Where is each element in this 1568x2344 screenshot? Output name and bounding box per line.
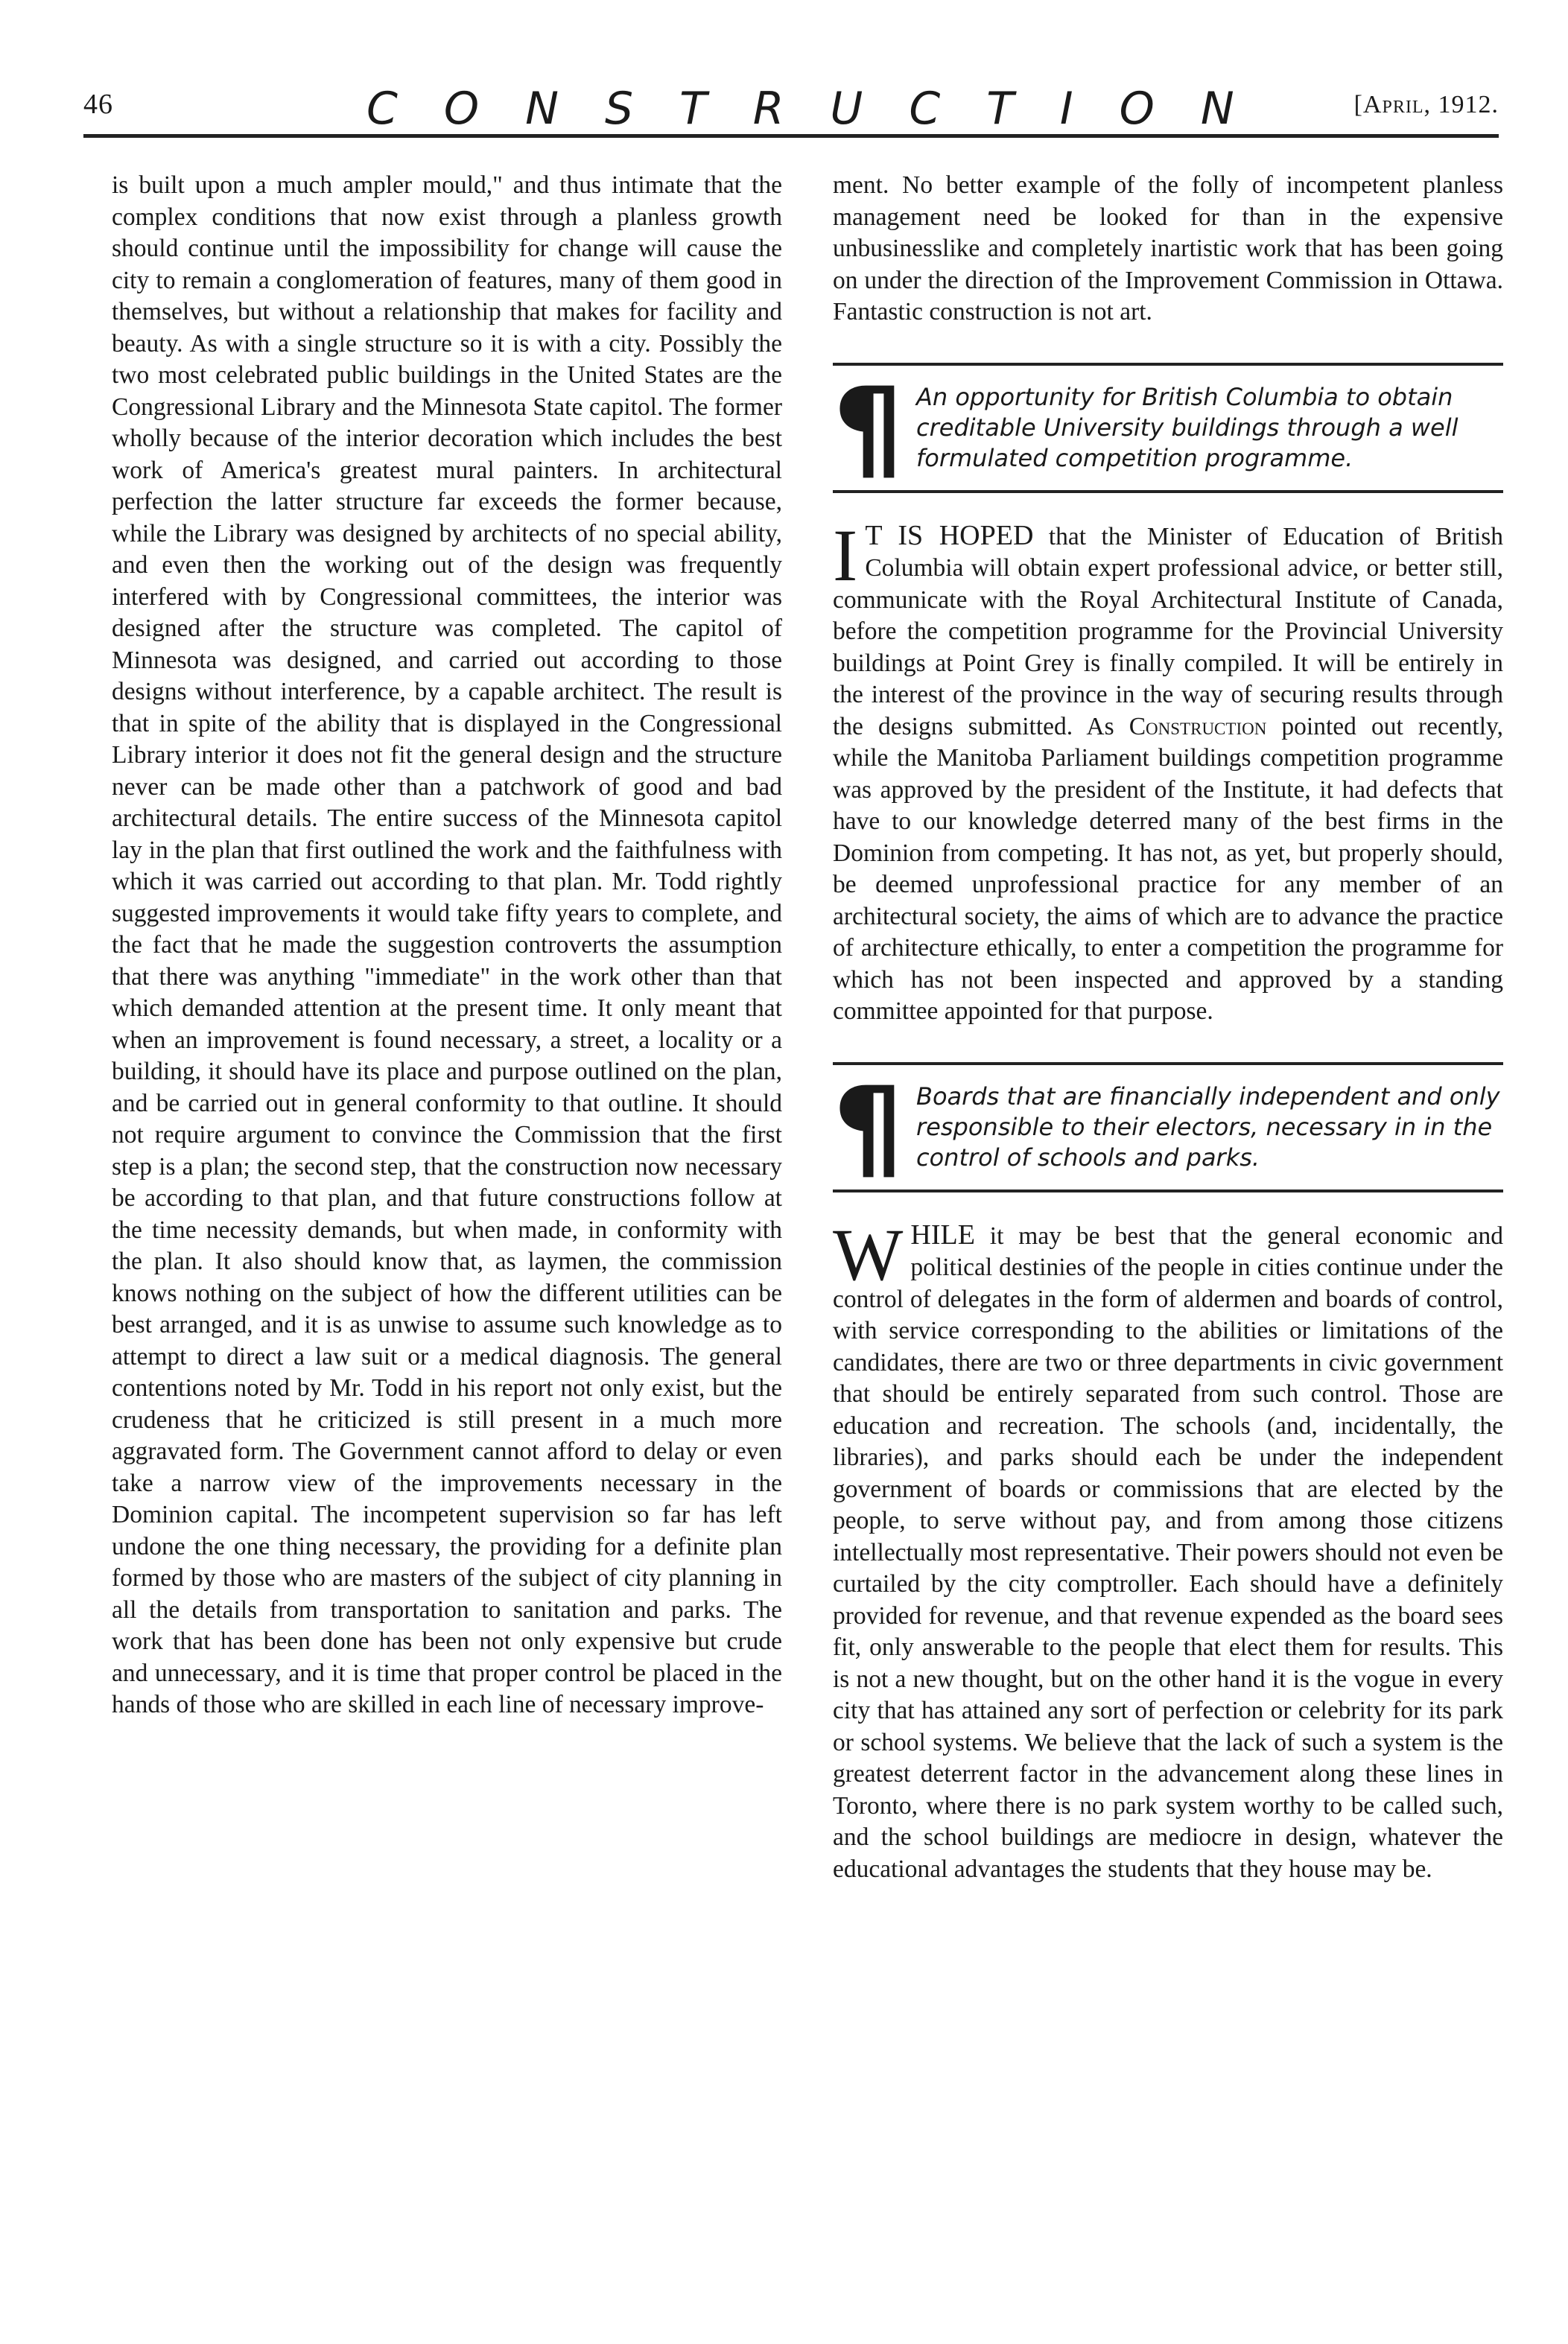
right-column-continuation: ment. No better example of the folly of incompetent planless management need be looked for than in the expensive unbusinesslike and completely inartistic work that has been going on under the direction of the Improvement Commission in Ottawa. Fantastic construction is not art. — [833, 171, 1503, 325]
left-column — [112, 170, 782, 1721]
publication-name: Construction — [1129, 712, 1267, 740]
article-lead: T IS HOPED — [865, 519, 1034, 551]
callout-text: An opportunity for British Columbia to obtain creditable University buildings through a well formulated competition programme. — [916, 382, 1459, 472]
article-lead: HILE — [910, 1219, 975, 1251]
drop-cap: I — [833, 513, 858, 597]
right-column — [833, 170, 1503, 1885]
callout-text: Boards that are financially independent and only responsible to their electors, necessary in in the control of schools and parks. — [916, 1082, 1500, 1172]
left-column-text: is built upon a much ampler mould," and thus intimate that the complex conditions that now exist through a planless growth should continue until the impossibility for change will cause the city to remain a conglomeration of features, many of them good in themselves, but without a relationship that makes for facility and beauty. As with a single structure so it is with a city. Possibly the two most celebrated public buildings in the United States are the Congressional Library and the Minnesota State capitol. The former wholly because of the interior decoration which includes the best work of America's greatest mural painters. In architectural perfection the latter structure far exceeds the former because, while the Library was designed by architects of no special ability, and even then the working out of the design was frequently interfered with by Congressional committees, the interior was designed after the structure was completed. The capitol of Minnesota was designed, and carried out according to those designs without interference, by a capable architect. The result is that in spite of the ability that is displayed in the Congressional Library interior it does not fit the general design and the structure never can be made other than a patchwork of good and bad architectural details. The entire success of the Minnesota capitol lay in the plan that first outlined the work and the faithfulness with which it was carried out according to that plan. Mr. Todd rightly suggested improvements it would take fifty years to complete, and the fact that he made the suggestion controverts the assumption that there was anything "immediate" in the work other than that which demanded attention at the present time. It only meant that when an improvement is found necessary, a street, a locality or a building, it should have its place and purpose outlined on the plan, and be carried out in general conformity to that outline. It should not require argument to convince the Commission that the first step is a plan; the second step, that the construction now necessary be according to that plan, and that future constructions follow at the time necessity demands, but when made, in conformity with the plan. It also should know that, as laymen, the commission knows nothing on the subject of how the different utilities can be best arranged, and it is as unwise to assume such knowledge as to attempt to direct a law suit or a medical diagnosis. The general contentions noted by Mr. Todd in his report not only exist, but the crudeness that he criticized is still present in a much more aggravated form. The Government cannot afford to delay or even take a narrow view of the improvements necessary in the Dominion capital. The incompetent supervision so far has left undone the one thing necessary, the providing for a definite plan formed by those who are masters of the subject of city planning in all the details from transportation to sanitation and parks. The work that has been done has been not only expensive but crude and unnecessary, and it is time that proper control be placed in the hands of those who are skilled in each line of necessary improve- — [112, 171, 782, 1718]
header-rule — [83, 134, 1499, 138]
article-british-columbia — [833, 513, 1503, 1028]
callout-british-columbia — [833, 363, 1503, 493]
pilcrow-icon: ¶ — [833, 363, 904, 494]
page-header — [83, 80, 1499, 137]
article-body: pointed out recently, while the Manitoba Parliament buildings competition programme was approved by the president of the Institute, it had defects that have to our knowledge deterred many of the best firms in the Dominion from competing. It has not, as yet, but properly should, be deemed unprofessional practice for any member of an architectural society, the aims of which are to advance the practice of architecture ethically, to enter a competition the programme for which has not been inspected and approved by a standing committee appointed for that purpose. — [833, 712, 1503, 1025]
pilcrow-icon: ¶ — [833, 1063, 904, 1193]
page-number: 46 — [83, 89, 113, 120]
callout-boards — [833, 1062, 1503, 1192]
journal-title: CONSTRUCTION — [366, 83, 1280, 135]
article-boards — [833, 1213, 1503, 1886]
article-body: that the Minister of Education of British Columbia will obtain expert professional advice, or better still, communicate with the Royal Architectural Institute of Canada, before the competition programme for the Provincial University buildings at Point Grey is finally compiled. It will be entirely in the interest of the province in the way of securing results through the designs submitted. As — [833, 522, 1503, 740]
drop-cap: W — [833, 1213, 904, 1296]
article-body: it may be best that the general economic and political destinies of the people in cities continue under the control of delegates in the form of aldermen and boards of control, with service corresponding to the abilities or limitations of the candidates, there are two or three departments in civic government that should be entirely separated from such control. Those are education and recreation. The schools (and, incidentally, the libraries), and parks should each be under the independent government of boards or commissions that are elected by the people, to serve without pay, and from among those citizens intellectually most representative. Their powers should not even be curtailed by the city comptroller. Each should have a definitely provided for revenue, and that revenue expended as the board sees fit, only answerable to the people that elect them for results. This is not a new thought, but on the other hand it is the vogue in every city that has attained any sort of perfection or celebrity for its park or school systems. We believe that the lack of such a system is the greatest deterrent factor in the advancement along these lines in Toronto, where there is no park system worthy to be called such, and the school buildings are mediocre in design, whatever the educational advantages the students that they house may be. — [833, 1222, 1503, 1883]
issue-date: [April, 1912. — [1353, 91, 1499, 118]
